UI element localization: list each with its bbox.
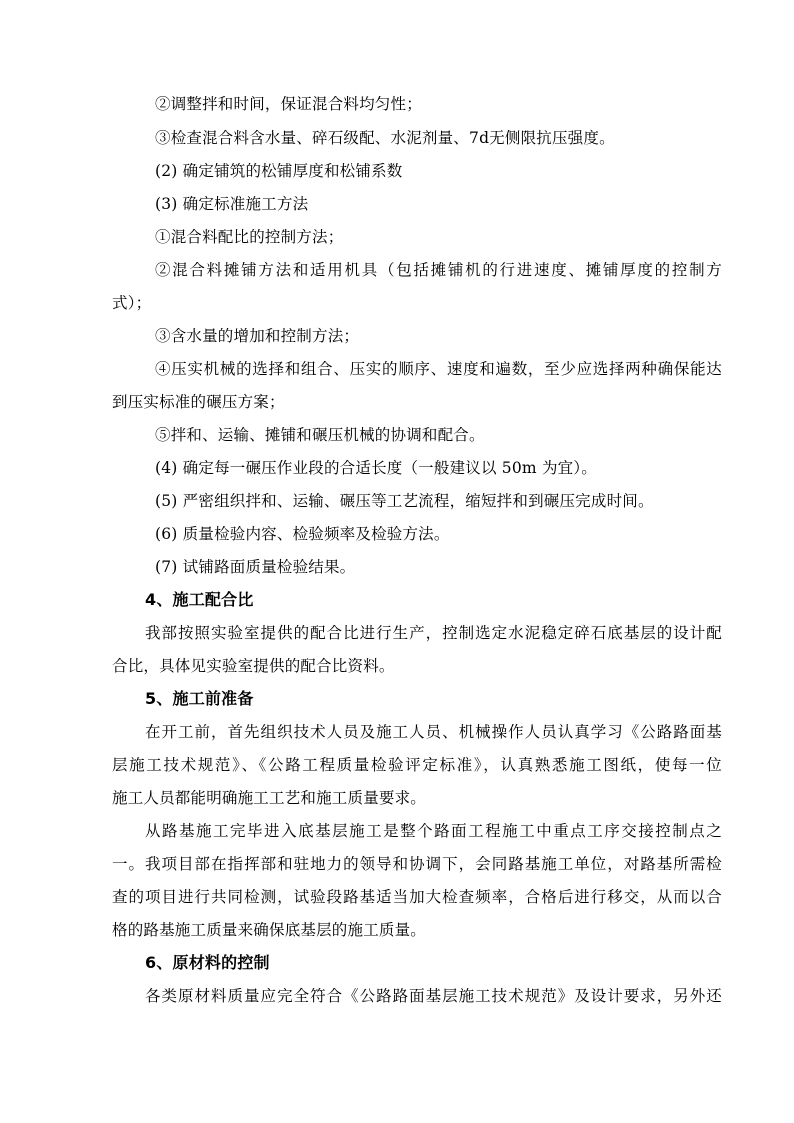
item-3-standard-method: (3) 确定标准施工方法 — [155, 195, 309, 213]
item-4-section-length: (4) 确定每一碾压作业段的合适长度（一般建议以 50m 为宜）。 — [155, 459, 598, 477]
item-2-loose-thickness: (2) 确定铺筑的松铺厚度和松铺系数 — [155, 162, 403, 180]
step-2-paving-method-cont: 式）； — [112, 294, 152, 312]
heading-4-mix-ratio: 4、施工配合比 — [145, 590, 254, 609]
para-preparation-line-1: 在开工前，首先组织技术人员及施工人员、机械操作人员认真学习《公路路面基 — [145, 723, 722, 741]
step-5-coordination: ⑤拌和、运输、摊铺和碾压机械的协调和配合。 — [155, 426, 485, 444]
para-subgrade-line-2: 一。我项目部在指挥部和驻地力的领导和协调下，会同路基施工单位，对路基所需检 — [112, 855, 722, 873]
para-preparation-line-2: 层施工技术规范》、《公路工程质量检验评定标准》，认真熟悉施工图纸，使每一位 — [112, 756, 722, 774]
step-4-compaction-machinery-cont: 到压实标准的碾压方案； — [112, 393, 285, 411]
heading-6-raw-materials: 6、原材料的控制 — [145, 953, 270, 972]
step-2-paving-method: ②混合料摊铺方法和适用机具（包括摊铺机的行进速度、摊铺厚度的控制方 — [155, 261, 722, 279]
step-3-water-content: ③含水量的增加和控制方法； — [155, 327, 360, 345]
para-mix-ratio-line-1: 我部按照实验室提供的配合比进行生产，控制选定水泥稳定碎石底基层的设计配 — [145, 624, 722, 642]
step-2-adjust-mixing-time: ②调整拌和时间，保证混合料均匀性； — [155, 95, 422, 113]
para-preparation-line-3: 施工人员都能明确施工工艺和施工质量要求。 — [112, 789, 427, 807]
item-6-quality-inspection: (6) 质量检验内容、检验频率及检验方法。 — [155, 525, 450, 543]
para-subgrade-line-4: 格的路基施工质量来确保底基层的施工质量。 — [112, 921, 427, 939]
para-subgrade-line-3: 查的项目进行共同检测，试验段路基适当加大检查频率，合格后进行移交，从而以合 — [112, 888, 722, 906]
heading-5-preparation: 5、施工前准备 — [145, 689, 254, 708]
para-raw-materials-line-1: 各类原材料质量应完全符合《公路路面基层施工技术规范》及设计要求，另外还 — [145, 987, 722, 1005]
step-3-check-mixture: ③检查混合料含水量、碎石级配、水泥剂量、7d无侧限抗压强度。 — [155, 129, 615, 147]
step-4-compaction-machinery: ④压实机械的选择和组合、压实的顺序、速度和遍数，至少应选择两种确保能达 — [155, 360, 722, 378]
step-1-mix-ratio-control: ①混合料配比的控制方法； — [155, 228, 344, 246]
item-5-process-organization: (5) 严密组织拌和、运输、碾压等工艺流程，缩短拌和到碾压完成时间。 — [155, 492, 654, 510]
para-subgrade-line-1: 从路基施工完毕进入底基层施工是整个路面工程施工中重点工序交接控制点之 — [145, 822, 722, 840]
item-7-trial-results: (7) 试铺路面质量检验结果。 — [155, 558, 356, 576]
para-mix-ratio-line-2: 合比，具体见实验室提供的配合比资料。 — [112, 657, 395, 675]
